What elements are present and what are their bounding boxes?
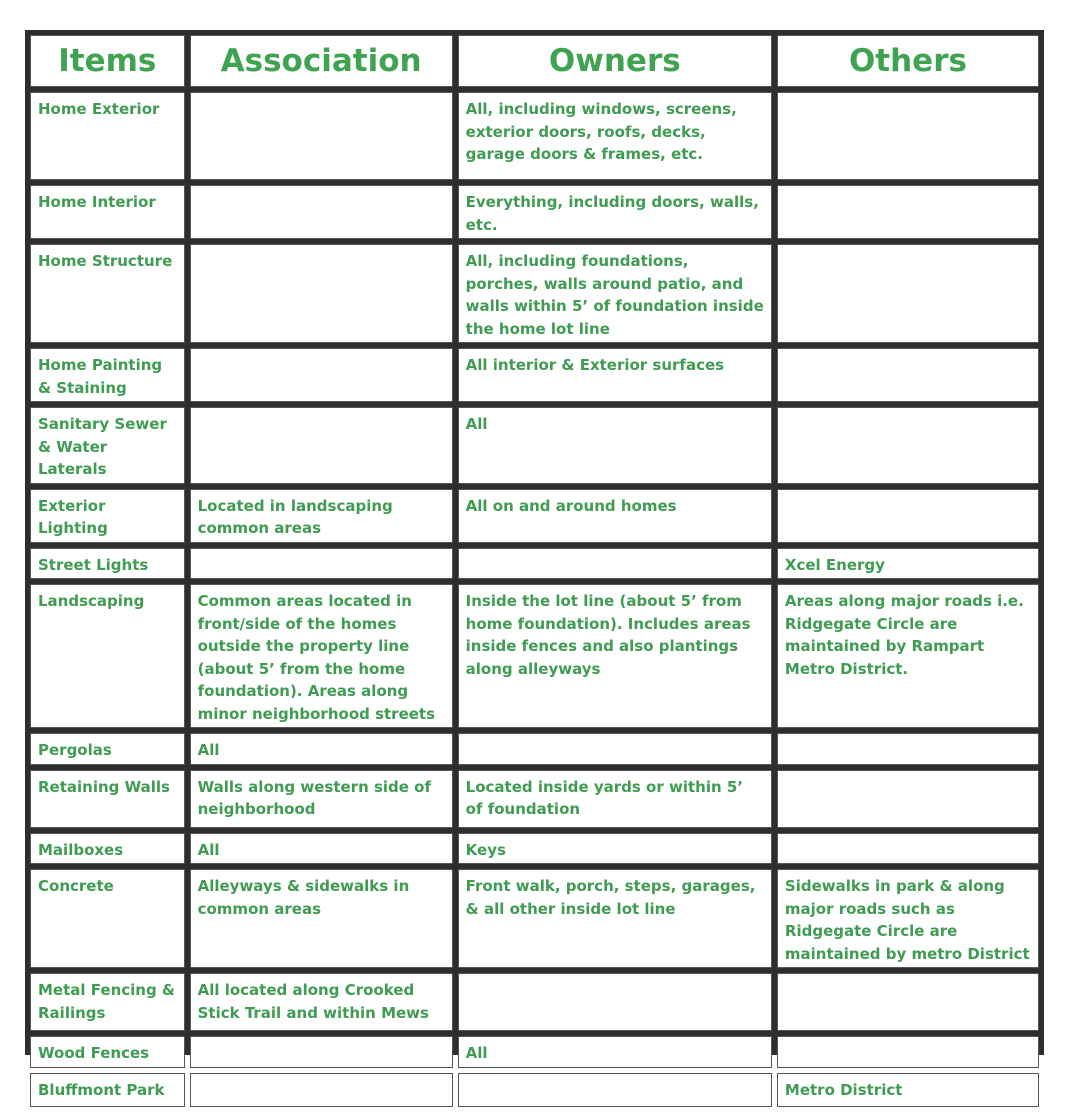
cell-association (190, 244, 453, 343)
cell-owners (458, 973, 772, 1031)
cell-item: Wood Fences (30, 1036, 185, 1068)
cell-association (190, 548, 453, 580)
cell-owners (458, 733, 772, 765)
table-row (30, 1073, 1039, 1107)
table-row (30, 584, 1039, 728)
header-others: Others (777, 35, 1039, 87)
cell-owners: All on and around homes (458, 489, 772, 543)
cell-association: Walls along western side of neighborhood (190, 770, 453, 828)
cell-item: Mailboxes (30, 833, 185, 865)
cell-owners: All (458, 1036, 772, 1068)
table-row (30, 869, 1039, 968)
cell-item: Retaining Walls (30, 770, 185, 828)
cell-others (777, 1036, 1039, 1068)
cell-item: Exterior Lighting (30, 489, 185, 543)
cell-association (190, 348, 453, 402)
responsibility-table-frame (25, 30, 1044, 1099)
cell-item: Home Structure (30, 244, 185, 343)
cell-owners: Front walk, porch, steps, garages, & all other inside lot line (458, 869, 772, 968)
header-row (30, 35, 1039, 87)
cell-association (190, 185, 453, 239)
cell-item: Bluffmont Park (30, 1073, 185, 1107)
table-row (30, 973, 1039, 1031)
header-association: Association (190, 35, 453, 87)
cell-association (190, 407, 453, 484)
table-row (30, 92, 1039, 180)
cell-owners: All (458, 407, 772, 484)
cell-owners: All, including foundations, porches, walls around patio, and walls within 5’ of foundation inside the home lot line (458, 244, 772, 343)
cell-owners (458, 1073, 772, 1107)
table-row (30, 833, 1039, 865)
cell-item: Street Lights (30, 548, 185, 580)
cell-others (777, 244, 1039, 343)
cell-association (190, 1036, 453, 1068)
cell-association: All located along Crooked Stick Trail and within Mews (190, 973, 453, 1031)
table-row (30, 1036, 1039, 1068)
cell-item: Sanitary Sewer & Water Laterals (30, 407, 185, 484)
table-row (30, 185, 1039, 239)
cell-association: Common areas located in front/side of the homes outside the property line (about 5’ from the home foundation). Areas along minor neighborhood streets (190, 584, 453, 728)
table-row (30, 733, 1039, 765)
cell-item: Home Exterior (30, 92, 185, 180)
cell-item: Pergolas (30, 733, 185, 765)
cell-others (777, 489, 1039, 543)
cell-others: Metro District (777, 1073, 1039, 1107)
cell-others (777, 973, 1039, 1031)
cell-association (190, 92, 453, 180)
cell-others (777, 407, 1039, 484)
table-row (30, 770, 1039, 828)
cell-others (777, 348, 1039, 402)
cell-owners (458, 548, 772, 580)
header-items: Items (30, 35, 185, 87)
header-owners: Owners (458, 35, 772, 87)
cell-item: Home Interior (30, 185, 185, 239)
cell-owners: Keys (458, 833, 772, 865)
cell-owners: Inside the lot line (about 5’ from home foundation). Includes areas inside fences and also plantings along alleyways (458, 584, 772, 728)
cell-owners: All, including windows, screens, exterior doors, roofs, decks, garage doors & frames, etc. (458, 92, 772, 180)
cell-item: Landscaping (30, 584, 185, 728)
cell-owners: All interior & Exterior surfaces (458, 348, 772, 402)
table-row (30, 348, 1039, 402)
cell-item: Metal Fencing & Railings (30, 973, 185, 1031)
cell-owners: Everything, including doors, walls, etc. (458, 185, 772, 239)
cell-association: Located in landscaping common areas (190, 489, 453, 543)
table-row (30, 489, 1039, 543)
responsibility-table (25, 30, 1044, 1112)
cell-association: Alleyways & sidewalks in common areas (190, 869, 453, 968)
cell-others: Areas along major roads i.e. Ridgegate Circle are maintained by Rampart Metro District. (777, 584, 1039, 728)
cell-owners: Located inside yards or within 5’ of foundation (458, 770, 772, 828)
table-row (30, 548, 1039, 580)
table-row (30, 407, 1039, 484)
cell-others (777, 185, 1039, 239)
cell-association: All (190, 833, 453, 865)
cell-association (190, 1073, 453, 1107)
cell-others (777, 92, 1039, 180)
cell-item: Home Painting & Staining (30, 348, 185, 402)
table-row (30, 244, 1039, 343)
cell-others (777, 770, 1039, 828)
cell-others: Xcel Energy (777, 548, 1039, 580)
cell-others (777, 733, 1039, 765)
cell-association: All (190, 733, 453, 765)
cell-others: Sidewalks in park & along major roads such as Ridgegate Circle are maintained by metro District (777, 869, 1039, 968)
cell-others (777, 833, 1039, 865)
cell-item: Concrete (30, 869, 185, 968)
